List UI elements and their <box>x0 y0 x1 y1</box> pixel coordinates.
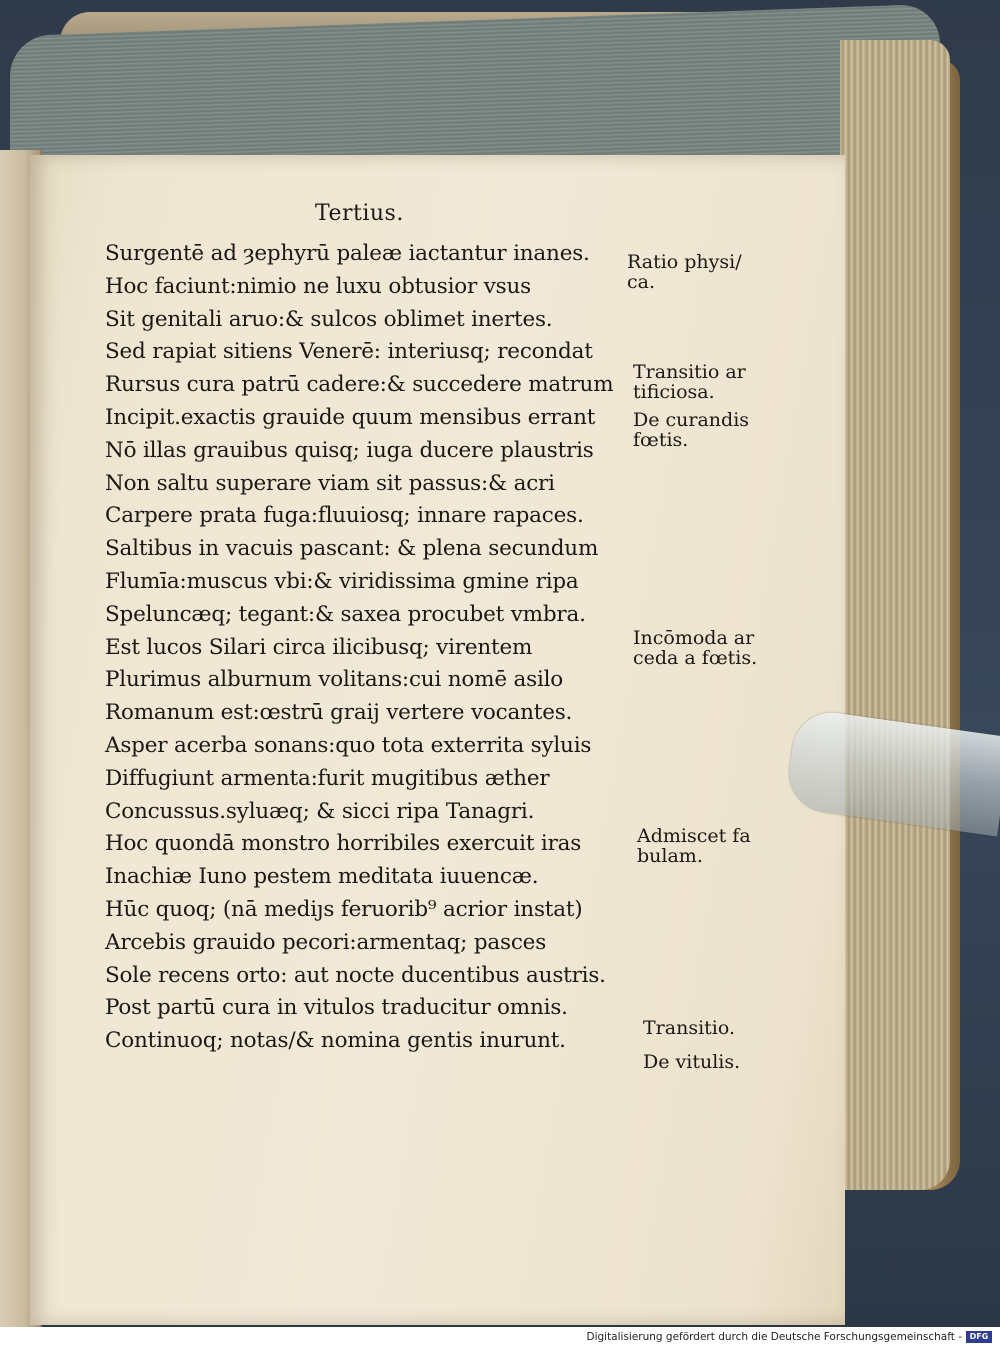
margin-gloss <box>637 826 751 866</box>
verse-line: Sole recens orto: aut nocte ducentibus austris. <box>105 962 606 988</box>
page-block-fore-edge <box>840 40 950 1190</box>
verse-line: Non saltu superare viam sit passus:& acri <box>105 470 555 496</box>
gloss-line: bulam. <box>637 845 703 867</box>
margin-gloss <box>633 628 757 668</box>
margin-gloss <box>633 362 746 402</box>
margin-gloss <box>633 410 749 450</box>
verse-line: Asper acerba sonans:quo tota exterrita syluis <box>105 732 592 758</box>
verse-line: Romanum est:œstrū graij vertere vocantes. <box>105 700 573 726</box>
verse-line: Arcebis grauido pecori:armentaq; pasces <box>105 929 547 955</box>
gloss-line: De vitulis. <box>643 1051 741 1073</box>
margin-gloss <box>643 1018 735 1038</box>
verse-line: Surgentē ad ȝephyrū paleæ iactantur inanes. <box>105 241 590 266</box>
gloss-line: Admiscet fa <box>637 825 751 847</box>
verse-line: Plurimus alburnum volitans:cui nomē asilo <box>105 667 564 693</box>
verse-line: Flumīa:muscus vbi:& viridissima gmine ripa <box>105 568 579 594</box>
gloss-line: tificiosa. <box>633 381 715 403</box>
gloss-line: ca. <box>627 271 656 293</box>
dfg-logo-icon: DFG <box>966 1331 992 1343</box>
verse-line: Saltibus in vacuis pascant: & plena secundum <box>105 536 599 562</box>
gloss-line: Incōmoda ar <box>633 627 755 649</box>
verse-line: Sit genitali aruo:& sulcos oblimet inertes. <box>105 306 553 332</box>
verse-line: Continuoq; notas/& nomina gentis inurunt. <box>105 1028 566 1054</box>
verse-line: Est lucos Silari circa ilicibusq; virentem <box>105 634 533 660</box>
verse-line: Hūc quoq; (nā mediȷs feruorib⁹ acrior instat) <box>105 896 583 922</box>
verse-line: Concussus.syluæq; & sicci ripa Tanagri. <box>105 798 535 824</box>
verse-line: Diffugiunt armenta:furit mugitibus æther <box>105 765 550 791</box>
gloss-line: Transitio ar <box>633 361 746 383</box>
verse-line: Hoc quondā monstro horribiles exercuit iras <box>105 831 582 857</box>
verse-line: Inachiæ Iuno pestem meditata iuuencæ. <box>105 864 539 890</box>
page-header: Tertius. <box>315 201 404 226</box>
gloss-line: Transitio. <box>643 1017 736 1039</box>
verse-line: Speluncæq; tegant:& saxea procubet vmbra. <box>105 601 586 627</box>
verse-list <box>105 238 645 1058</box>
verse-line: Sed rapiat sitiens Venerē: interiusq; recondat <box>105 339 593 365</box>
verse-line: Carpere prata fuga:fluuiosq; innare rapaces. <box>105 503 584 529</box>
gloss-line: ceda a fœtis. <box>633 647 758 669</box>
gloss-line: De curandis <box>633 409 750 431</box>
verse-line: Rursus cura patrū cadere:& succedere matrum <box>105 372 614 398</box>
footer-credit: Digitalisierung gefördert durch die Deutsche Forschungsgemeinschaft - <box>586 1331 962 1343</box>
verse-line: Post partū cura in vitulos traducitur omnis. <box>105 995 568 1021</box>
margin-gloss <box>643 1052 740 1072</box>
verse-line: Hoc faciunt:nimio ne luxu obtusior vsus <box>105 273 531 299</box>
gloss-line: fœtis. <box>633 429 689 451</box>
verse-line: Nō illas grauibus quisq; iuga ducere plaustris <box>105 437 594 463</box>
margin-gloss <box>627 252 742 292</box>
gloss-line: Ratio physi/ <box>627 251 742 273</box>
verse-line: Incipit.exactis grauide quum mensibus errant <box>105 404 596 430</box>
